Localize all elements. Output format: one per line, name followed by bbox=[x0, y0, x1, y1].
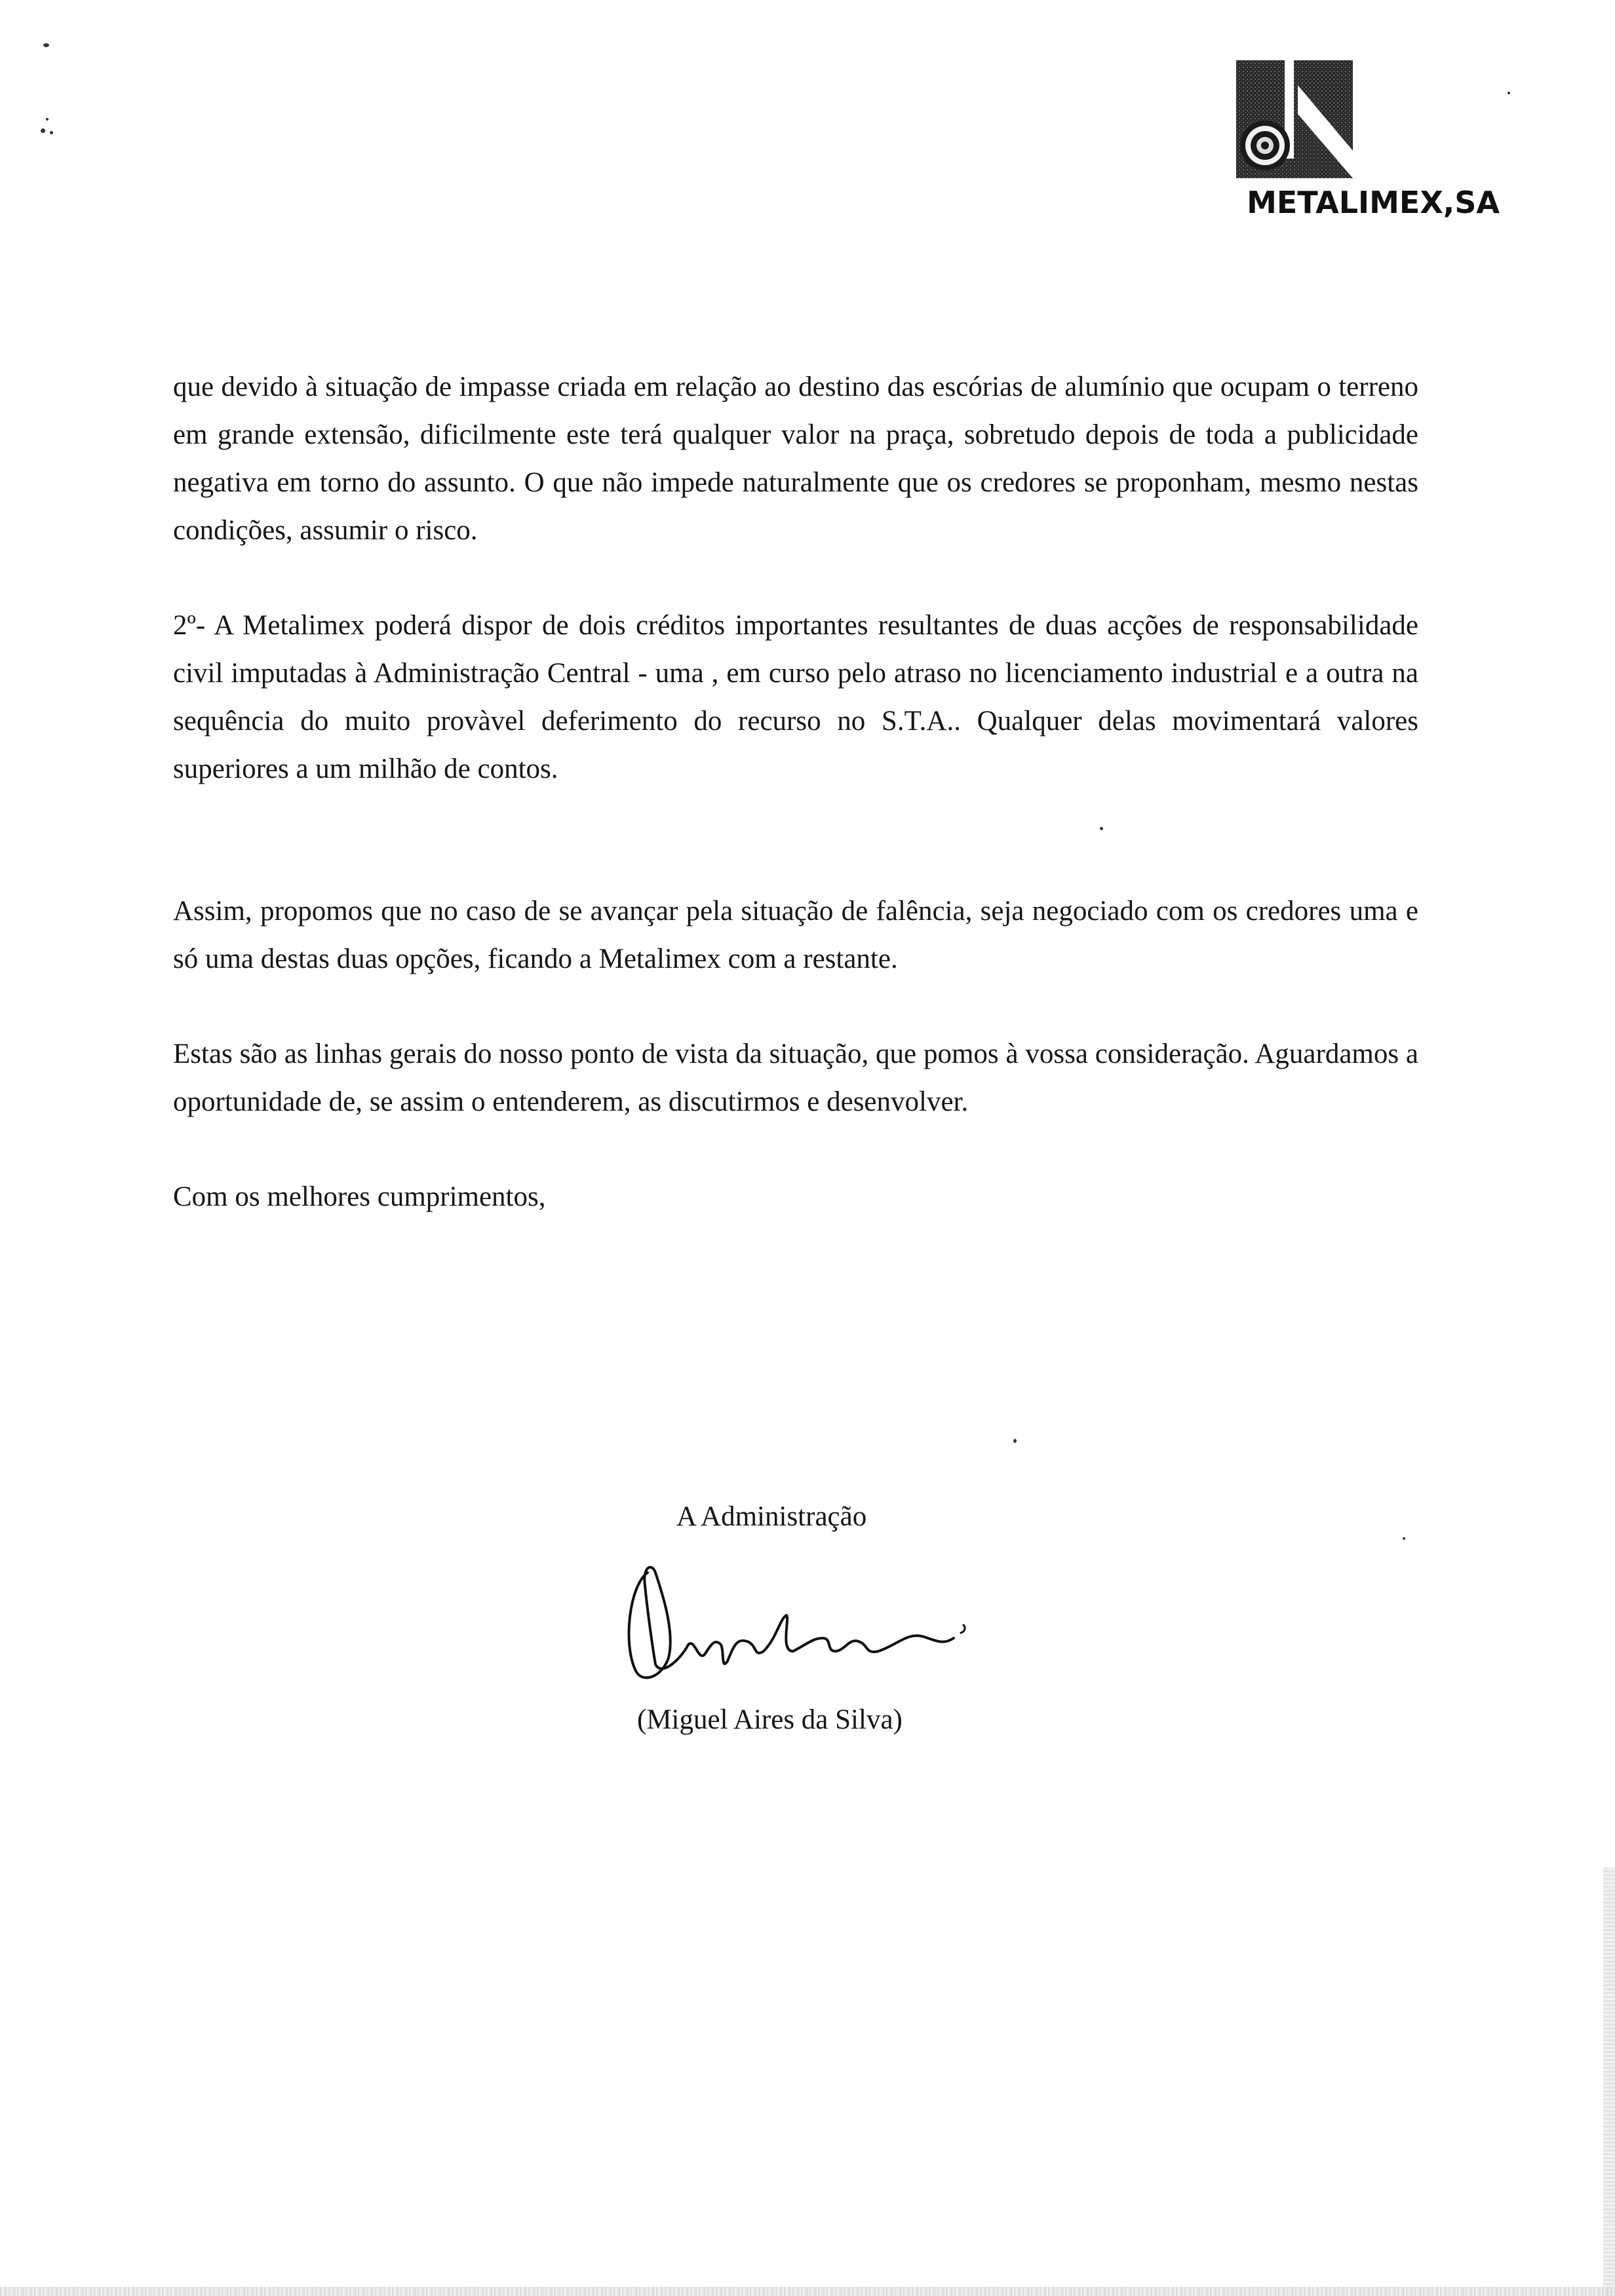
signatory-name: (Miguel Aires da Silva) bbox=[637, 1704, 903, 1735]
letter-body bbox=[173, 363, 1418, 1221]
letterhead bbox=[1211, 59, 1500, 223]
scan-edge-bottom bbox=[0, 2287, 1615, 2296]
paragraph: Assim, propomos que no caso de se avançar pela situação de falência, seja negociado com os credores uma e só uma destas duas opções, ficando a Metalimex com a restante. bbox=[173, 896, 1418, 974]
paragraph: Estas são as linhas gerais do nosso ponto de vista da situação, que pomos à vossa consideração. Aguardamos a oportunidade de, se assim o entenderem, as discutirmos e desenvolver. bbox=[173, 1039, 1418, 1117]
scan-speck bbox=[43, 43, 49, 47]
scan-speck bbox=[1013, 1439, 1017, 1443]
scan-speck bbox=[41, 128, 45, 133]
paragraph: que devido à situação de impasse criada em relação ao destino das escórias de alumínio que ocupam o terreno em grande extensão, dificilmente este terá qualquer valor na praça, sobretudo depois de toda a publicidade negativa em torno do assunto. O que não impede naturalmente que os credores se proponham, mesmo nestas condições, assumir o risco. bbox=[173, 372, 1418, 546]
signature-block bbox=[629, 1501, 1036, 1763]
closing-line: Com os melhores cumprimentos, bbox=[173, 1181, 546, 1212]
handwritten-signature bbox=[590, 1546, 983, 1704]
scan-speck bbox=[50, 131, 53, 134]
scan-edge-right bbox=[1603, 1867, 1615, 2296]
metalimex-logo-icon bbox=[1211, 59, 1500, 190]
scan-speck bbox=[46, 118, 49, 121]
scan-speck bbox=[1508, 92, 1510, 94]
paragraph: 2º- A Metalimex poderá dispor de dois créditos importantes resultantes de duas acções de responsabilidade civil imputadas à Administração Central - uma , em curso pelo atraso no licenciamento industrial e a outra na sequência do muito provàvel deferimento do recurso no S.T.A.. Qualquer delas movimentará valores superiores a um milhão de contos. bbox=[173, 610, 1418, 784]
scan-speck bbox=[1403, 1537, 1405, 1540]
signatory-role: A Administração bbox=[676, 1501, 867, 1532]
company-name: METALIMEX,SA bbox=[1247, 185, 1500, 220]
